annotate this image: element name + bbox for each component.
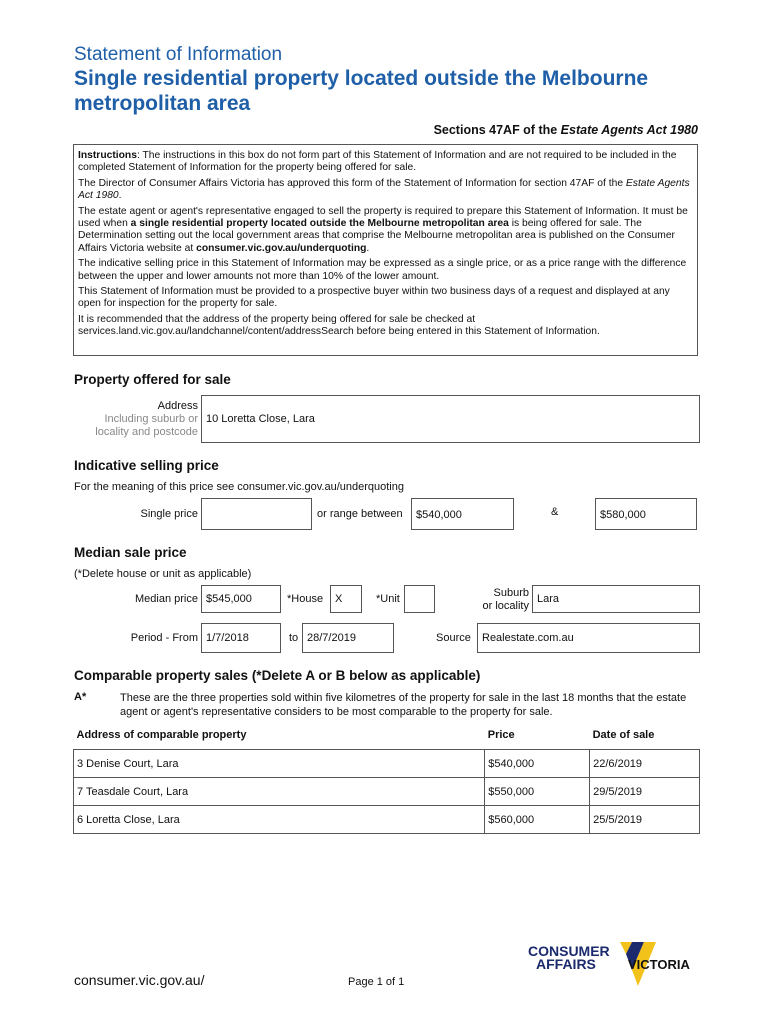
logo-text-line2: AFFAIRS xyxy=(536,956,596,972)
house-checkbox[interactable]: X xyxy=(330,585,362,613)
instructions-paragraph-4: The indicative selling price in this Statement of Information may be expressed as a single price, or as a price range with the difference between the upper and lower amounts not more than 10% of the lower amount. xyxy=(78,258,687,282)
suburb-label: Suburb or locality xyxy=(482,587,529,612)
footer-url: consumer.vic.gov.au/ xyxy=(74,972,205,988)
period-from-label: Period - From xyxy=(130,632,198,644)
table-row xyxy=(74,778,700,806)
document-label: Statement of Information xyxy=(74,44,283,65)
median-note: (*Delete house or unit as applicable) xyxy=(74,568,252,580)
instructions-paragraph-5: This Statement of Information must be provided to a prospective buyer within two business days of a request and displayed at any open for inspection for the property for sale. xyxy=(78,286,670,310)
column-header-price: Price xyxy=(487,729,515,741)
single-price-field[interactable] xyxy=(201,498,312,530)
consumer-affairs-victoria-logo xyxy=(528,940,708,988)
comparable-price-cell[interactable]: $560,000 xyxy=(485,806,590,834)
period-to-label: to xyxy=(289,632,299,644)
address-label: Address Including suburb or locality and postcode xyxy=(95,400,198,438)
comparable-header-row xyxy=(74,725,700,750)
comparable-date-cell[interactable]: 22/6/2019 xyxy=(590,750,700,778)
unit-checkbox[interactable] xyxy=(404,585,435,613)
median-price-field[interactable]: $545,000 xyxy=(201,585,281,613)
instructions-paragraph-1: Instructions: The instructions in this box do not form part of this Statement of Information and are not required to be included in the completed Statement of Information for the property being offered for sale. xyxy=(78,150,677,174)
instructions-paragraph-2: The Director of Consumer Affairs Victoria has approved this form of the Statement of Information for section 47AF of the Estate Agents Act 1980. xyxy=(78,177,690,202)
logo-text-line3: VICTORIA xyxy=(628,957,690,972)
comparable-address-cell[interactable]: 3 Denise Court, Lara xyxy=(74,750,485,778)
instructions-paragraph-3: The estate agent or agent's representative engaged to sell the property is required to prepare this Statement of Information. It must be used when a single residential property located outside the Melbourne metropolitan area is being offered for sale. The Determination setting out the local government areas that comprise the Melbourne metropolitan area is published on the Consumer Affairs Victoria website at consumer.vic.gov.au/underquoting. xyxy=(78,205,688,254)
instructions-paragraph-6: It is recommended that the address of the property being offered for sale be checked at services.land.vic.gov.au/landchannel/content/addressSearch before being entered in this Statement of Information. xyxy=(78,313,600,338)
instructions-box xyxy=(73,144,698,356)
period-to-field[interactable]: 28/7/2019 xyxy=(302,623,394,653)
logo-text-line1: CONSUMER xyxy=(528,943,610,959)
source-field[interactable]: Realestate.com.au xyxy=(477,623,700,653)
indicative-heading: Indicative selling price xyxy=(74,458,219,473)
comparable-table xyxy=(73,725,700,834)
comparable-address-cell[interactable]: 6 Loretta Close, Lara xyxy=(74,806,485,834)
house-label: *House xyxy=(287,593,324,605)
unit-label: *Unit xyxy=(376,593,400,605)
comparable-price-cell[interactable]: $550,000 xyxy=(485,778,590,806)
range-label: or range between xyxy=(317,508,403,520)
column-header-date: Date of sale xyxy=(592,729,655,741)
source-label: Source xyxy=(436,632,471,644)
comparable-heading: Comparable property sales (*Delete A or B below as applicable) xyxy=(74,668,481,683)
comparable-address-cell[interactable]: 7 Teasdale Court, Lara xyxy=(74,778,485,806)
column-header-address: Address of comparable property xyxy=(76,729,247,741)
property-heading: Property offered for sale xyxy=(74,372,231,387)
page-number: Page 1 of 1 xyxy=(348,976,405,988)
comparable-marker: A* xyxy=(74,691,87,703)
indicative-note: For the meaning of this price see consumer.vic.gov.au/underquoting xyxy=(74,481,404,493)
sections-reference: Sections 47AF of the Estate Agents Act 1980 xyxy=(433,123,698,137)
range-low-field[interactable]: $540,000 xyxy=(411,498,514,530)
comparable-date-cell[interactable]: 29/5/2019 xyxy=(590,778,700,806)
comparable-date-cell[interactable]: 25/5/2019 xyxy=(590,806,700,834)
range-ampersand: & xyxy=(551,506,559,518)
table-row xyxy=(74,806,700,834)
single-price-label: Single price xyxy=(140,508,198,520)
table-row xyxy=(74,750,700,778)
comparable-price-cell[interactable]: $540,000 xyxy=(485,750,590,778)
page-title: Single residential property located outside the Melbourne metropolitan area xyxy=(74,67,649,115)
range-high-field[interactable]: $580,000 xyxy=(595,498,697,530)
period-from-field[interactable]: 1/7/2018 xyxy=(201,623,281,653)
median-price-label: Median price xyxy=(135,593,198,605)
comparable-description: These are the three properties sold within five kilometres of the property for sale in the last 18 months that the estate agent or agent's representative considers to be most comparable to the property for sale. xyxy=(120,692,687,718)
median-heading: Median sale price xyxy=(74,545,187,560)
suburb-field[interactable]: Lara xyxy=(532,585,700,613)
address-field[interactable]: 10 Loretta Close, Lara xyxy=(201,395,700,443)
